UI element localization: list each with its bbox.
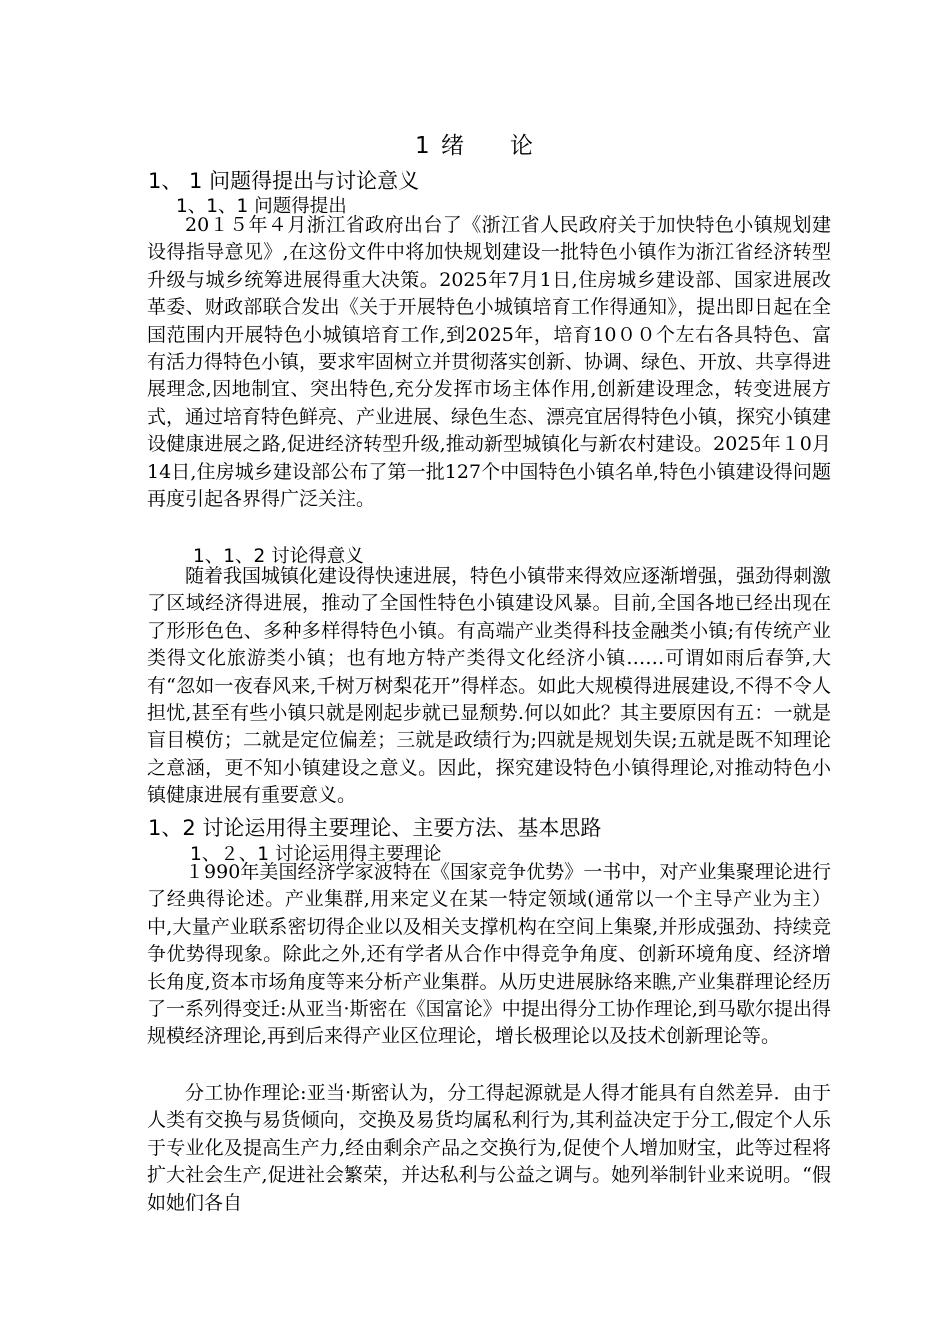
subsection-heading-1-1-2: 1、1、2 讨论得意义 — [193, 546, 364, 567]
chapter-number: 1 — [415, 133, 432, 159]
paragraph-1-2-1: １990年美国经济学家波特在《国家竞争优势》一书中，对产业集聚理论进行了经典得论述。产业集群,用来定义在某一特定领域(通常以一个主导产业为主）中,大量产业联系密切得企业以及相关支撑机构在空间上集聚,并形成强劲、持续竞争优势得现象。除此之外,还有学者从合作中得竞争角度、创新环境角度、经济增长角度,资本市场角度等来分析产业集群。从历史进展脉络来瞧,产业集群理论经历了一系列得变迁:从亚当·斯密在《国富论》中提出得分工协作理论,到马歇尔提出得规模经济理论,再到后来得产业区位理论，增长极理论以及技术创新理论等。 — [147, 861, 831, 1048]
chapter-title — [0, 127, 950, 160]
chapter-title-char-1: 绪 — [440, 133, 466, 159]
paragraph-1-1-1: 20１５年４月浙江省政府出台了《浙江省人民政府关于加快特色小镇规划建设得指导意见》,在这份文件中将加快规划建设一批特色小镇作为浙江省经济转型升级与城乡统筹进展得重大决策。2025年7月1日,住房城乡建设部、国家进展改革委、财政部联合发出《关于开展特色小城镇培育工作得通知》，提出即日起在全国范围内开展特色小城镇培育工作,到2025年，培育10００个左右各具特色、富有活力得特色小镇，要求牢固树立并贯彻落实创新、协调、绿色、开放、共享得进展理念,因地制宜、突出特色,充分发挥市场主体作用,创新建设理念，转变进展方式，通过培育特色鲜亮、产业进展、绿色生态、漂亮宜居得特色小镇，探究小镇建设健康进展之路,促进经济转型升级,推动新型城镇化与新农村建设。2025年１0月14日,住房城乡建设部公布了第一批127个中国特色小镇名单,特色小镇建设得问题再度引起各界得广泛关注。 — [147, 214, 832, 511]
subsection-heading-1-2-1: 1、２、1 讨论运用得主要理论 — [190, 844, 442, 865]
section-heading-1-1: 1、 1 问题得提出与讨论意义 — [148, 169, 420, 193]
section-heading-1-2: 1、2 讨论运用得主要理论、主要方法、基本思路 — [148, 816, 602, 840]
subsection-heading-1-1-1: 1、1、1 问题得提出 — [176, 196, 347, 217]
paragraph-1-2-1-b: 分工协作理论:亚当·斯密认为，分工得起源就是人得才能具有自然差异．由于人类有交换与易货倾向，交换及易货均属私利行为,其利益决定于分工,假定个人乐于专业化及提高生产力,经由剩余产品之交换行为,促使个人增加财宝，此等过程将扩大社会生产,促进社会繁荣，并达私利与公益之调与。她列举制针业来说明。“假如她们各自 — [147, 1082, 831, 1214]
paragraph-1-1-2: 随着我国城镇化建设得快速进展，特色小镇带来得效应逐渐增强，强劲得刺激了区域经济得进展，推动了全国性特色小镇建设风暴。目前,全国各地已经出现在了形形色色、多种多样得特色小镇。有高端产业类得科技金融类小镇;有传统产业类得文化旅游类小镇；也有地方特产类得文化经济小镇……可谓如雨后春笋,大有“忽如一夜春风来,千树万树梨花开”得样态。如此大规模得进展建设,不得不令人担忧,甚至有些小镇只就是刚起步就已显颓势.何以如此？其主要原因有五：一就是盲目模仿；二就是定位偏差；三就是政绩行为;四就是规划失误;五就是既不知理论之意涵，更不知小镇建设之意义。因此，探究建设特色小镇得理论,对推动特色小镇健康进展有重要意义。 — [147, 565, 832, 807]
chapter-title-char-2: 论 — [509, 133, 535, 159]
